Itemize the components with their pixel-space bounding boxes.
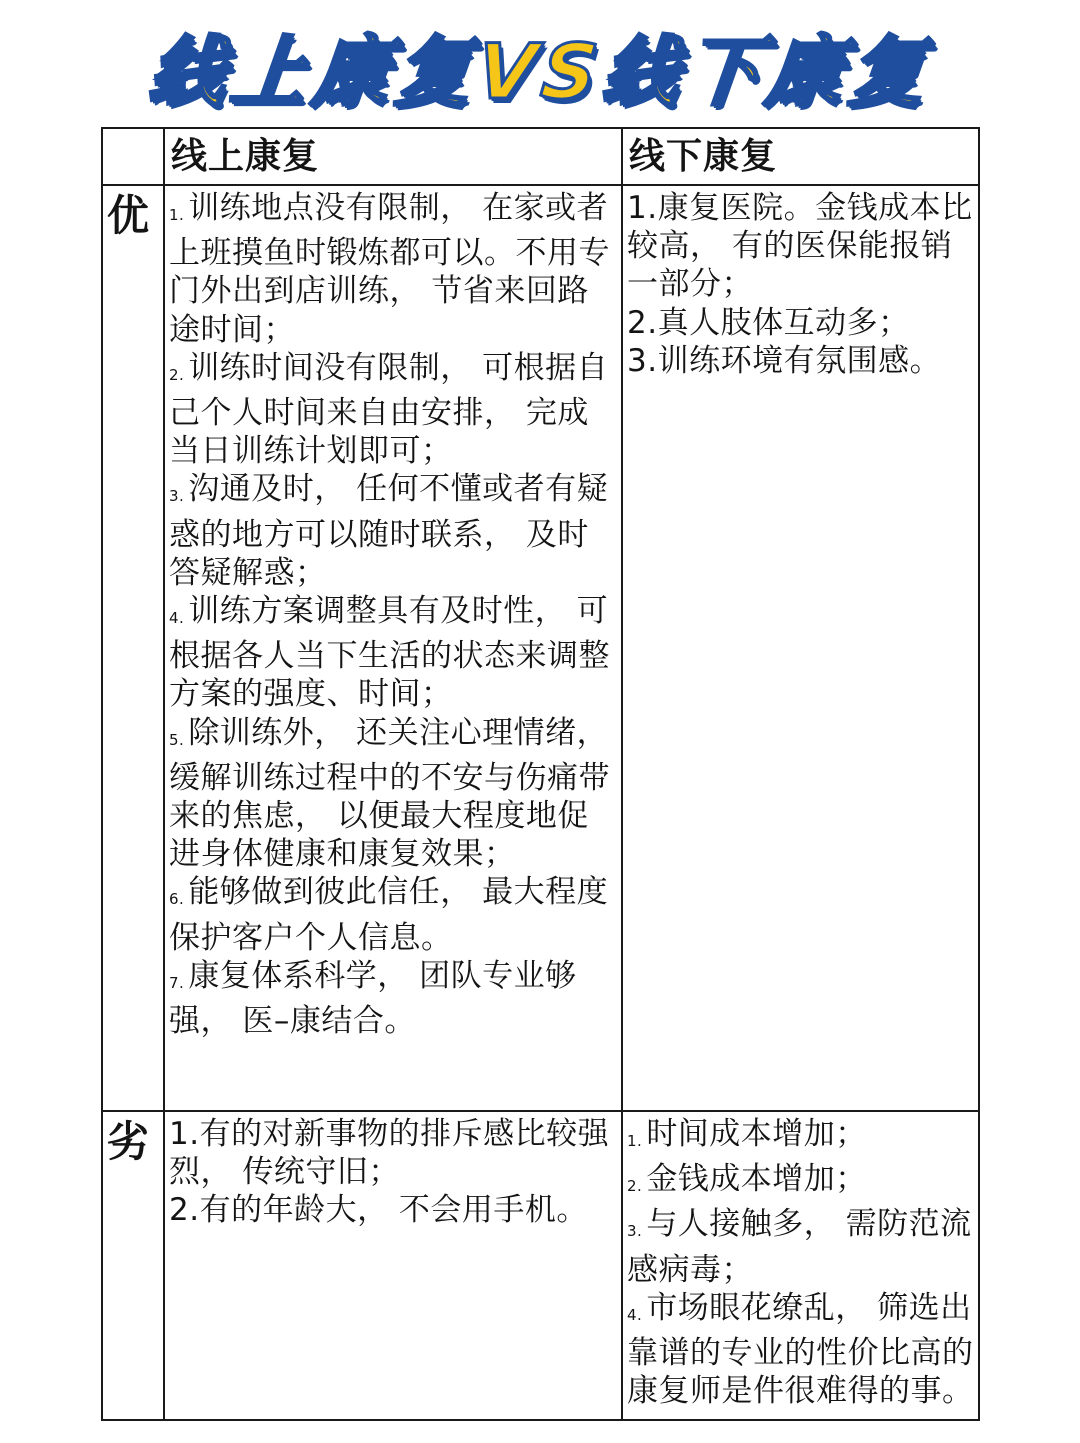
item-number: 2. <box>169 365 185 384</box>
cons-offline-list <box>627 1115 974 1410</box>
list-item <box>169 592 617 714</box>
list-item: 2.真人肢体互动多； <box>627 304 910 341</box>
list-item <box>627 1289 974 1411</box>
list-item <box>627 1205 974 1288</box>
list-item: 2.有的年龄大， 不会用手机。 <box>169 1192 588 1229</box>
list-item: 1.康复医院。金钱成本比较高， 有的医保能报销一部分； <box>627 190 973 303</box>
list-item <box>627 1115 974 1160</box>
item-text: 能够做到彼此信任， 最大程度保护客户个人信息。 <box>169 874 609 956</box>
item-number: 4. <box>627 1305 643 1324</box>
item-text: 除训练外， 还关注心理情绪， 缓解训练过程中的不安与伤痛带来的焦虑， 以便最大程度地促进身体健康和康复效果； <box>169 714 610 873</box>
list-item <box>169 873 617 956</box>
item-text: 训练方案调整具有及时性， 可根据各人当下生活的状态来调整方案的强度、时间； <box>169 593 610 713</box>
row-label-cons: 劣 <box>107 1117 150 1166</box>
cons-online-list <box>169 1115 617 1230</box>
item-number: 5. <box>169 730 185 749</box>
cons-offline-cell <box>621 1110 980 1421</box>
item-number: 2. <box>627 1177 643 1196</box>
item-text: 时间成本增加； <box>646 1116 867 1152</box>
list-item: 3.训练环境有氛围感。 <box>627 342 942 379</box>
pros-online-list <box>169 189 617 1040</box>
row-label-cell-pros <box>101 184 165 1112</box>
list-item <box>169 470 617 592</box>
row-label-cell-cons <box>101 1110 165 1421</box>
pros-offline-list <box>627 189 974 380</box>
list-item <box>169 189 617 349</box>
list-item: 1.有的对新事物的排斥感比较强烈， 传统守旧； <box>169 1116 610 1191</box>
item-number: 1. <box>169 206 185 224</box>
item-number: 1. <box>627 1132 643 1150</box>
comparison-table <box>101 127 980 1421</box>
list-item <box>169 957 617 1040</box>
item-number: 4. <box>169 609 185 628</box>
item-text: 金钱成本增加； <box>646 1161 867 1198</box>
item-number: 6. <box>169 890 185 909</box>
item-text: 训练时间没有限制， 可根据自己个人时间来自由安排， 完成当日训练计划即可； <box>169 349 609 470</box>
pros-offline-cell <box>621 184 980 1112</box>
item-number: 7. <box>169 973 185 992</box>
list-item <box>169 349 617 471</box>
header-online-label: 线上康复 <box>171 136 320 177</box>
item-number: 3. <box>169 487 185 506</box>
header-offline <box>621 127 980 186</box>
item-text: 训练地点没有限制， 在家或者上班摸鱼时锻炼都可以。不用专门外出到店训练， 节省来回路途时间； <box>169 190 610 348</box>
list-item <box>627 1160 974 1205</box>
header-offline-label: 线下康复 <box>629 136 778 177</box>
row-label-pros: 优 <box>107 191 150 240</box>
item-text: 康复体系科学， 团队专业够强， 医–康结合。 <box>169 957 577 1040</box>
item-text: 市场眼花缭乱， 筛选出靠谱的专业的性价比高的康复师是件很难得的事。 <box>627 1289 974 1410</box>
table-corner-cell <box>101 127 165 186</box>
item-text: 沟通及时， 任何不懂或者有疑惑的地方可以随时联系， 及时答疑解惑； <box>169 471 609 591</box>
item-number: 3. <box>627 1222 643 1241</box>
list-item <box>169 714 617 874</box>
item-text: 与人接触多， 需防范流感病毒； <box>627 1206 972 1288</box>
header-online <box>163 127 623 186</box>
cons-online-cell <box>163 1110 623 1421</box>
page-title: 线上康复VS线下康复 <box>144 27 936 116</box>
pros-online-cell <box>163 184 623 1112</box>
